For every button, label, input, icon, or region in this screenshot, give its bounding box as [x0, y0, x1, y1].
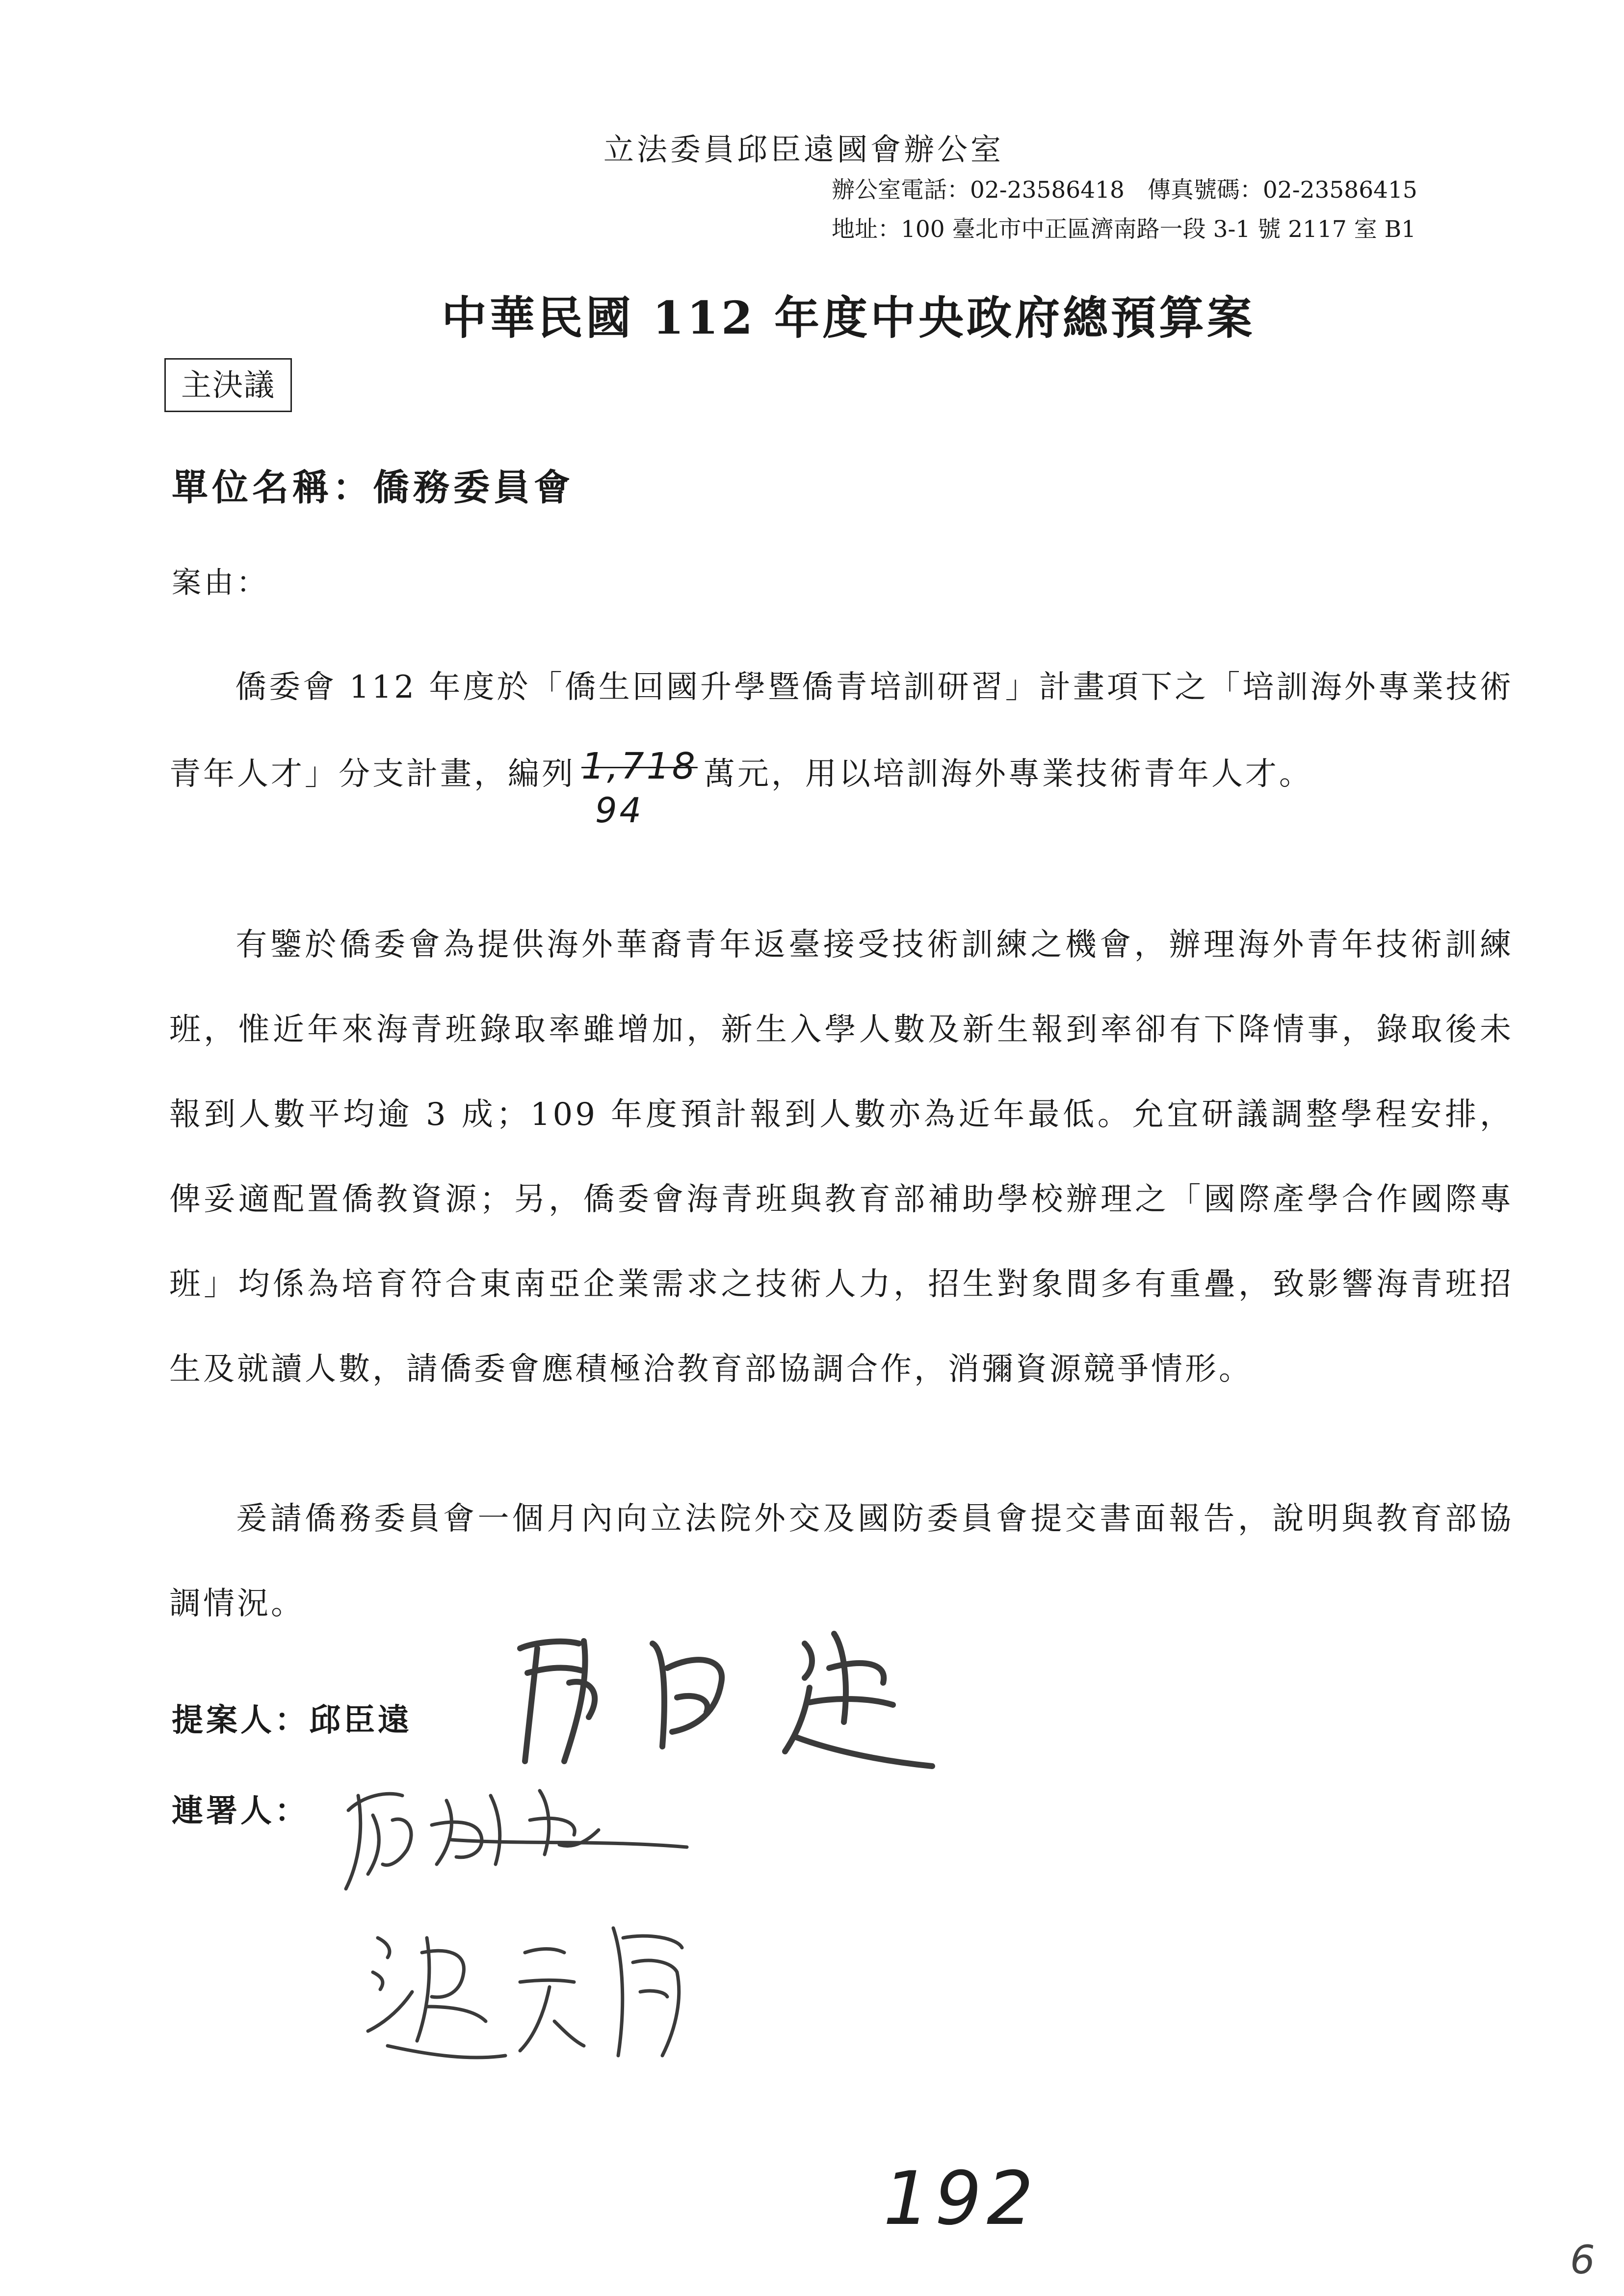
- proposer-signature: [491, 1614, 971, 1776]
- paragraph-rationale-text: 有鑒於僑委會為提供海外華裔青年返臺接受技術訓練之機會，辦理海外青年技術訓練班，惟近年來海青班錄取率雖增加，新生入學人數及新生報到率卻有下降情事，錄取後未報到人數平均逾 3 成；109 年度預計報到人數亦為近年最低。允宜研議調整學程安排，俾妥適配置僑教資源；另，僑委會海青班與教育部補助學校辦理之「國際產學合作國際專班」均係為培育符合東南亞企業需求之技術人力，招生對象間多有重疊，致影響海青班招生及就讀人數，請僑委會應積極洽教育部協調合作，消彌資源競爭情形。: [169, 927, 1514, 1387]
- office-address-line: 地址：100 臺北市中正區濟南路一段 3-1 號 2117 室 B1: [832, 216, 1416, 243]
- case-label: 案由：: [172, 566, 269, 600]
- paragraph-rationale: [169, 903, 1514, 1412]
- paragraph-budget-tail: 萬元，用以培訓海外專業技術青年人才。: [703, 756, 1313, 792]
- paragraph-budget: [169, 645, 1514, 831]
- cosigner-signature-1: [334, 1766, 707, 1894]
- office-name: 立法委員邱臣遠國會辦公室: [603, 131, 1004, 167]
- handwritten-page-number: 192: [883, 2156, 1039, 2242]
- cosigner-signature-2: [358, 1908, 711, 2070]
- office-contact-line: 辦公室電話：02-23586418 傳真號碼：02-23586415: [832, 177, 1417, 204]
- resolution-type-box: 主決議: [164, 358, 292, 412]
- amount-corrected: 94: [595, 790, 644, 831]
- unit-name: 單位名稱：僑務委員會: [172, 467, 574, 509]
- amount-struck: 1,718: [581, 745, 698, 787]
- document-title: 中華民國 112 年度中央政府總預算案: [442, 291, 1256, 344]
- proposer-label: 提案人：邱臣遠: [172, 1702, 412, 1739]
- corner-page-mark: 6: [1570, 2237, 1595, 2283]
- paragraph-request-text: 爰請僑務委員會一個月內向立法院外交及國防委員會提交書面報告，說明與教育部協調情況。: [169, 1501, 1514, 1622]
- paragraph-budget-lead: 僑委會 112 年度於「僑生回國升學暨僑青培訓研習」計畫項下之「培訓海外專業技術青年人才」分支計畫，編列: [169, 669, 1514, 792]
- cosigner-label: 連署人：: [172, 1793, 309, 1829]
- handwritten-amount-correction: [576, 724, 704, 831]
